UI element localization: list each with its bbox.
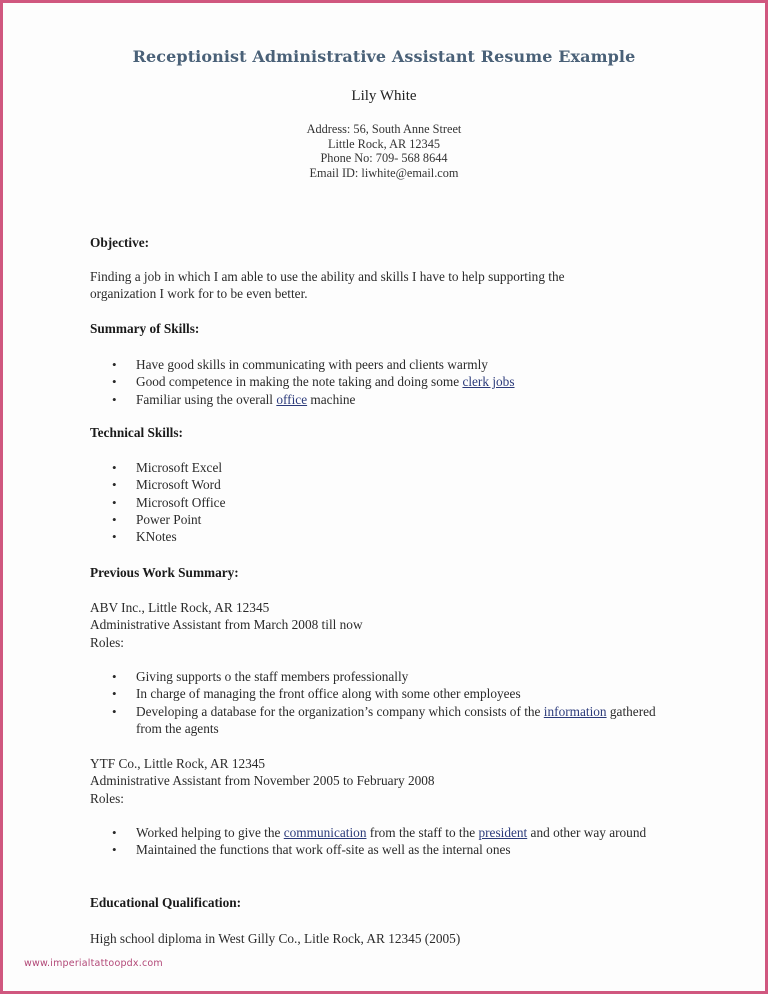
bullet-icon: • bbox=[112, 374, 117, 390]
job-2-company: YTF Co., Little Rock, AR 12345 bbox=[90, 756, 266, 771]
objective-line-2: organization I work for to be even better. bbox=[90, 286, 308, 302]
email-line: Email ID: liwhite@email.com bbox=[309, 165, 459, 180]
job-1-roles-label: Roles: bbox=[90, 634, 124, 650]
job-1-roles-list bbox=[90, 668, 680, 737]
education-text: High school diploma in West Gilly Co., Litle Rock, AR 12345 (2005) bbox=[90, 931, 461, 946]
bullet-icon: • bbox=[112, 494, 117, 510]
previous-work-heading: Previous Work Summary: bbox=[90, 565, 239, 580]
bullet-icon: • bbox=[112, 460, 117, 475]
job-1-company: ABV Inc., Little Rock, AR 12345 bbox=[90, 600, 270, 615]
objective-text bbox=[90, 268, 690, 303]
list-item: • Good competence in making the note taking and doing some clerk jobs bbox=[112, 374, 515, 390]
address-line: Address: 56, South Anne Street bbox=[306, 122, 462, 136]
clerk-jobs-link[interactable]: clerk jobs bbox=[462, 374, 515, 390]
candidate-name: Lily White bbox=[351, 88, 417, 104]
bullet-icon: • bbox=[112, 686, 117, 702]
list-item: • Giving supports o the staff members professionally bbox=[112, 669, 409, 684]
bullet-icon: • bbox=[112, 357, 117, 372]
information-link[interactable]: information bbox=[543, 703, 607, 719]
summary-skills-heading: Summary of Skills: bbox=[90, 321, 200, 336]
technical-skills-list bbox=[90, 459, 680, 545]
bullet-icon: • bbox=[112, 529, 117, 545]
bullet-icon: • bbox=[112, 511, 117, 527]
communication-link[interactable]: communication bbox=[283, 825, 367, 840]
bullet-icon: • bbox=[112, 477, 117, 493]
summary-skills-list bbox=[90, 356, 680, 408]
job-2-roles-label: Roles: bbox=[90, 790, 124, 806]
objective-heading: Objective: bbox=[90, 235, 150, 250]
bullet-icon: • bbox=[112, 825, 117, 840]
list-item: • Familiar using the overall office machine bbox=[112, 391, 356, 407]
city-line: Little Rock, AR 12345 bbox=[327, 136, 441, 151]
job-2-position: Administrative Assistant from November 2005 to February 2008 bbox=[90, 773, 435, 789]
list-item: • Developing a database for the organization’s company which consists of the information gathered from the agents bbox=[112, 703, 656, 736]
job-1-position: Administrative Assistant from March 2008 till now bbox=[90, 617, 363, 633]
watermark-url: www.imperialtattoopdx.com bbox=[24, 958, 163, 969]
bullet-icon: • bbox=[112, 391, 117, 407]
bullet-icon: • bbox=[112, 703, 117, 719]
president-link[interactable]: president bbox=[478, 825, 528, 840]
technical-skills-heading: Technical Skills: bbox=[90, 425, 183, 440]
document-title: Receptionist Administrative Assistant Resume Example bbox=[132, 47, 636, 66]
bullet-icon: • bbox=[112, 669, 117, 684]
education-heading: Educational Qualification: bbox=[90, 895, 242, 910]
list-item: • Have good skills in communicating with peers and clients warmly bbox=[112, 357, 488, 372]
list-item: • Power Point bbox=[112, 511, 202, 527]
bullet-icon: • bbox=[112, 842, 117, 858]
job-2-roles-list bbox=[90, 824, 680, 859]
list-item: • Worked helping to give the communication from the staff to the president and other way around bbox=[112, 825, 647, 840]
list-item: • In charge of managing the front office along with some other employees bbox=[112, 686, 521, 702]
job-2-details bbox=[90, 755, 690, 807]
office-link[interactable]: office bbox=[276, 391, 308, 407]
list-item: • Microsoft Excel bbox=[112, 460, 223, 475]
job-1-details bbox=[90, 599, 690, 651]
contact-block bbox=[0, 122, 768, 180]
phone-line: Phone No: 709- 568 8644 bbox=[320, 151, 448, 166]
list-item: • KNotes bbox=[112, 529, 177, 545]
objective-line-1: Finding a job in which I am able to use the ability and skills I have to help supporting the bbox=[90, 269, 565, 284]
list-item: • Microsoft Word bbox=[112, 477, 221, 493]
list-item: • Maintained the functions that work off-site as well as the internal ones bbox=[112, 842, 511, 858]
list-item: • Microsoft Office bbox=[112, 494, 226, 510]
